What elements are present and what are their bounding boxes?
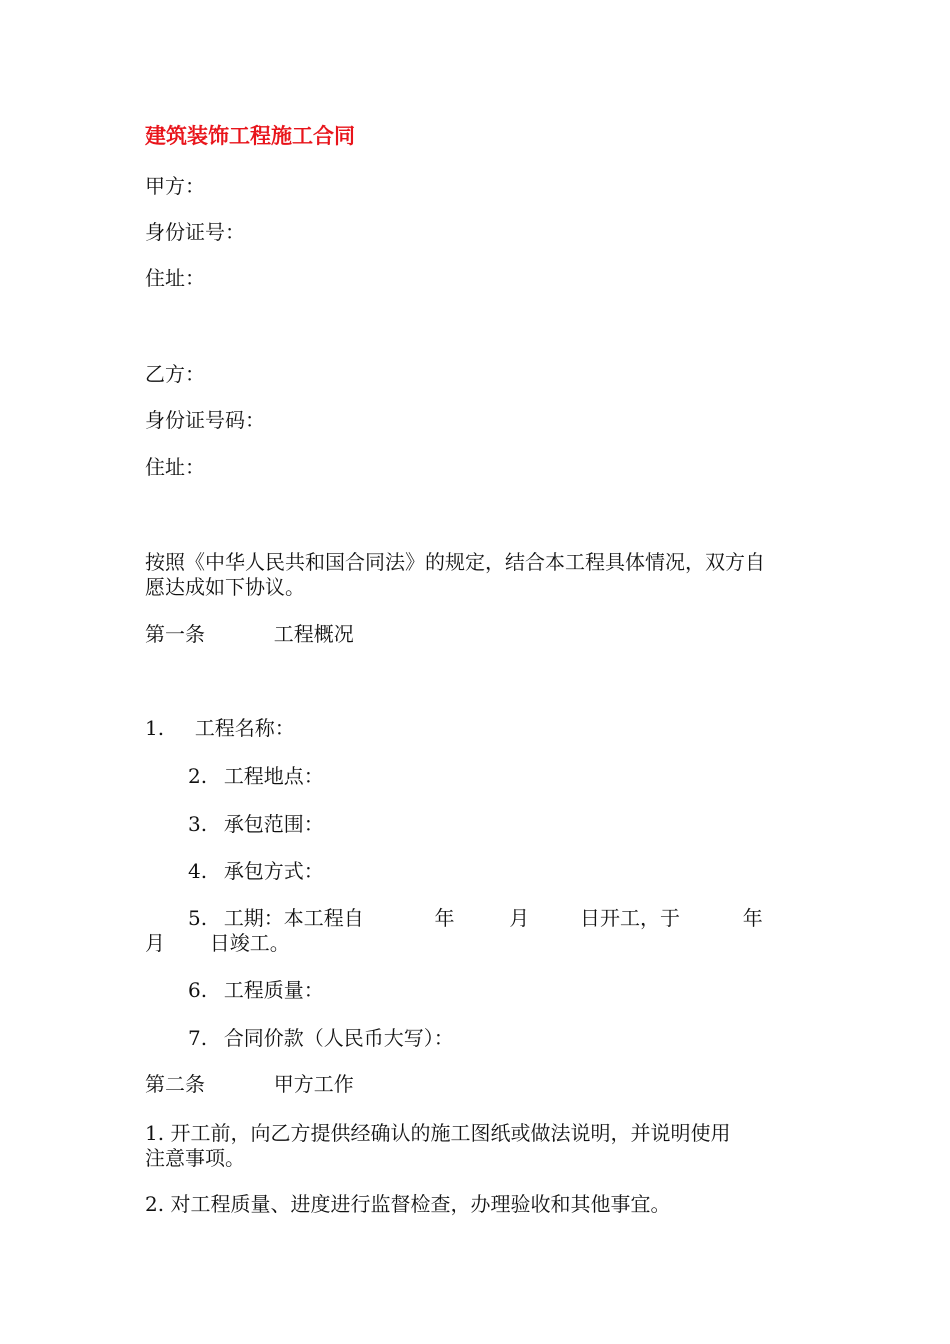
article-1-item-2 <box>188 764 324 788</box>
article-2-item-1-line-2: 注意事项。 <box>145 1146 245 1170</box>
article-1-title: 工程概况 <box>273 622 354 646</box>
article-1-item-6 <box>188 978 324 1002</box>
party-b-address-label: 住址： <box>145 455 205 479</box>
article-1-number: 第一条 <box>145 622 205 646</box>
day-start-label: 日开工，于 <box>579 906 680 930</box>
month-start-label: 月 <box>509 906 530 930</box>
article-1-item-5-line-1 <box>188 906 763 930</box>
article-1-item-7 <box>188 1026 454 1050</box>
item-text: 工程地点： <box>223 764 324 788</box>
item-text: 工程质量： <box>223 978 324 1002</box>
year-start-label: 年 <box>434 906 455 930</box>
article-1-item-5-line-2 <box>145 931 290 955</box>
article-2-item-2: 2. 对工程质量、进度进行监督检查，办理验收和其他事宜。 <box>145 1192 671 1216</box>
item-number: 6. <box>188 978 208 1002</box>
item-text: 承包方式： <box>223 859 324 883</box>
article-1-item-1 <box>145 716 295 740</box>
item-number: 2. <box>188 764 208 788</box>
document-title: 建筑装饰工程施工合同 <box>145 123 355 148</box>
article-1-item-3 <box>188 812 324 836</box>
item-number: 4. <box>188 859 208 883</box>
preamble-line-2: 愿达成如下协议。 <box>145 575 305 599</box>
article-2-title: 甲方工作 <box>273 1072 354 1096</box>
article-2-item-1-line-1: 1. 开工前，向乙方提供经确认的施工图纸或做法说明，并说明使用 <box>145 1121 731 1145</box>
item-number: 3. <box>188 812 208 836</box>
article-2-number: 第二条 <box>145 1072 205 1096</box>
month-end-label: 月 <box>145 931 165 955</box>
item-number: 1. <box>145 716 165 740</box>
item-text: 承包范围： <box>223 812 324 836</box>
item-text: 工期：本工程自 <box>223 906 364 930</box>
party-a-address-label: 住址： <box>145 266 205 290</box>
day-end-label: 日竣工。 <box>209 931 290 955</box>
item-number: 7. <box>188 1026 208 1050</box>
article-1-heading <box>145 622 354 646</box>
article-2-heading <box>145 1072 354 1096</box>
item-number: 5. <box>188 906 208 930</box>
preamble-line-1: 按照《中华人民共和国合同法》的规定，结合本工程具体情况，双方自 <box>145 550 765 574</box>
item-text: 工程名称： <box>194 716 295 740</box>
article-1-item-4 <box>188 859 324 883</box>
year-end-label: 年 <box>742 906 763 930</box>
party-b-id-label: 身份证号码： <box>145 408 265 432</box>
party-a-id-label: 身份证号： <box>145 220 245 244</box>
party-a-name-label: 甲方： <box>145 174 205 198</box>
item-text: 合同价款（人民币大写）： <box>223 1026 454 1050</box>
party-b-name-label: 乙方： <box>145 362 205 386</box>
